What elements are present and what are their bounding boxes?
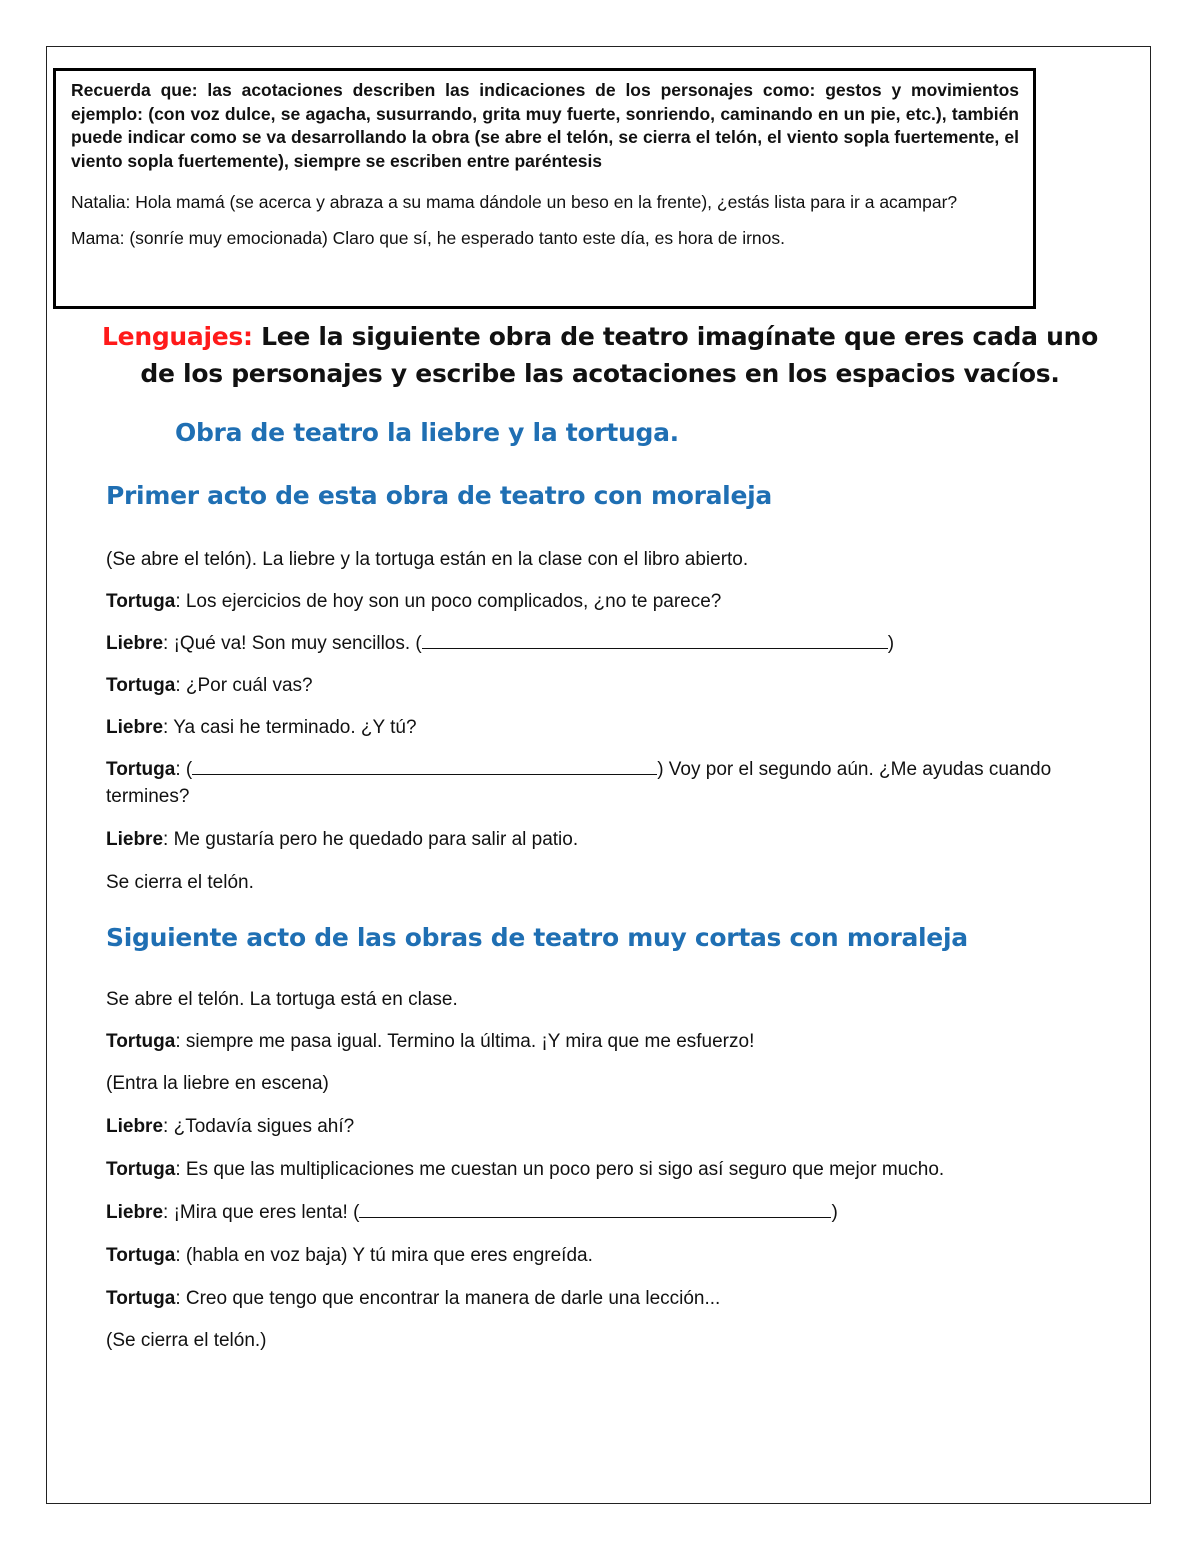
acotacion-blank[interactable]: [422, 631, 888, 649]
act1-heading: Primer acto de esta obra de teatro con moraleja: [106, 481, 772, 510]
dialogue-line: Liebre: ¡Qué va! Son muy sencillos. ( ): [106, 633, 895, 654]
speaker-name: Tortuga: [106, 759, 176, 780]
reminder-box: [53, 68, 1036, 309]
speaker-name: Liebre: [106, 633, 164, 654]
dialogue-line: Liebre: Me gustaría pero he quedado para salir al patio.: [106, 829, 579, 850]
dialogue-line: Liebre: ¡Mira que eres lenta! ( ): [106, 1202, 838, 1223]
speaker-name: Liebre: [106, 829, 164, 850]
example-mama: Mama: (sonríe muy emocionada) Claro que sí, he esperado tanto este día, es hora de irnos.: [71, 228, 785, 248]
dialogue-line: Tortuga: Los ejercicios de hoy son un poco complicados, ¿no te parece?: [106, 591, 722, 612]
stage-direction: (Se cierra el telón.): [106, 1330, 267, 1351]
speaker-name: Liebre: [106, 717, 164, 738]
speaker-name: Tortuga: [106, 1288, 176, 1309]
stage-direction: Se cierra el telón.: [106, 872, 254, 893]
speaker-name: Tortuga: [106, 1031, 176, 1052]
acotacion-blank[interactable]: [359, 1200, 831, 1218]
acotacion-blank[interactable]: [192, 757, 657, 775]
speaker-name: Liebre: [106, 1116, 164, 1137]
dialogue-line: Tortuga: (habla en voz baja) Y tú mira que eres engreída.: [106, 1245, 593, 1266]
speaker-name: Tortuga: [106, 1159, 176, 1180]
dialogue-line: Tortuga: Es que las multiplicaciones me cuestan un poco pero si sigo así seguro que mejor mucho.: [106, 1159, 945, 1180]
dialogue-line: Liebre: ¿Todavía sigues ahí?: [106, 1116, 355, 1137]
stage-direction: (Entra la liebre en escena): [106, 1073, 329, 1094]
stage-direction: (Se abre el telón). La liebre y la tortuga están en la clase con el libro abierto.: [106, 549, 749, 570]
instruction: [90, 318, 1110, 392]
play-title: Obra de teatro la liebre y la tortuga.: [175, 418, 679, 447]
dialogue-line: Tortuga: Creo que tengo que encontrar la manera de darle una lección...: [106, 1288, 721, 1309]
dialogue-line: Tortuga: ¿Por cuál vas?: [106, 675, 313, 696]
instruction-subject: Lenguajes:: [102, 322, 253, 351]
dialogue-line: Tortuga: siempre me pasa igual. Termino la última. ¡Y mira que me esfuerzo!: [106, 1031, 755, 1052]
reminder-text: Recuerda que: las acotaciones describen las indicaciones de los personajes como: gestos y movimientos ejemplo: (con voz dulce, se agacha, susurrando, grita muy fuerte, sonriendo, caminando en un pie, etc.), también puede indicar como se va desarrollando la obra (se abre el telón, se cierra el telón, el viento sopla fuertemente, el viento sopla fuertemente), siempre se escriben entre paréntesis: [71, 80, 1019, 171]
dialogue-line: Liebre: Ya casi he terminado. ¿Y tú?: [106, 717, 417, 738]
speaker-name: Tortuga: [106, 675, 176, 696]
dialogue-line: Tortuga: ( ) Voy por el segundo aún. ¿Me ayudas cuando termines?: [106, 759, 1052, 807]
stage-direction: Se abre el telón. La tortuga está en clase.: [106, 989, 458, 1010]
speaker-name: Liebre: [106, 1202, 164, 1223]
act2-heading: Siguiente acto de las obras de teatro muy cortas con moraleja: [106, 923, 968, 952]
speaker-name: Tortuga: [106, 591, 176, 612]
speaker-name: Tortuga: [106, 1245, 176, 1266]
instruction-text: Lee la siguiente obra de teatro imagínate que eres cada uno de los personajes y escribe las acotaciones en los espacios vacíos.: [140, 322, 1098, 388]
example-natalia: Natalia: Hola mamá (se acerca y abraza a su mama dándole un beso en la frente), ¿estás lista para ir a acampar?: [71, 192, 958, 212]
